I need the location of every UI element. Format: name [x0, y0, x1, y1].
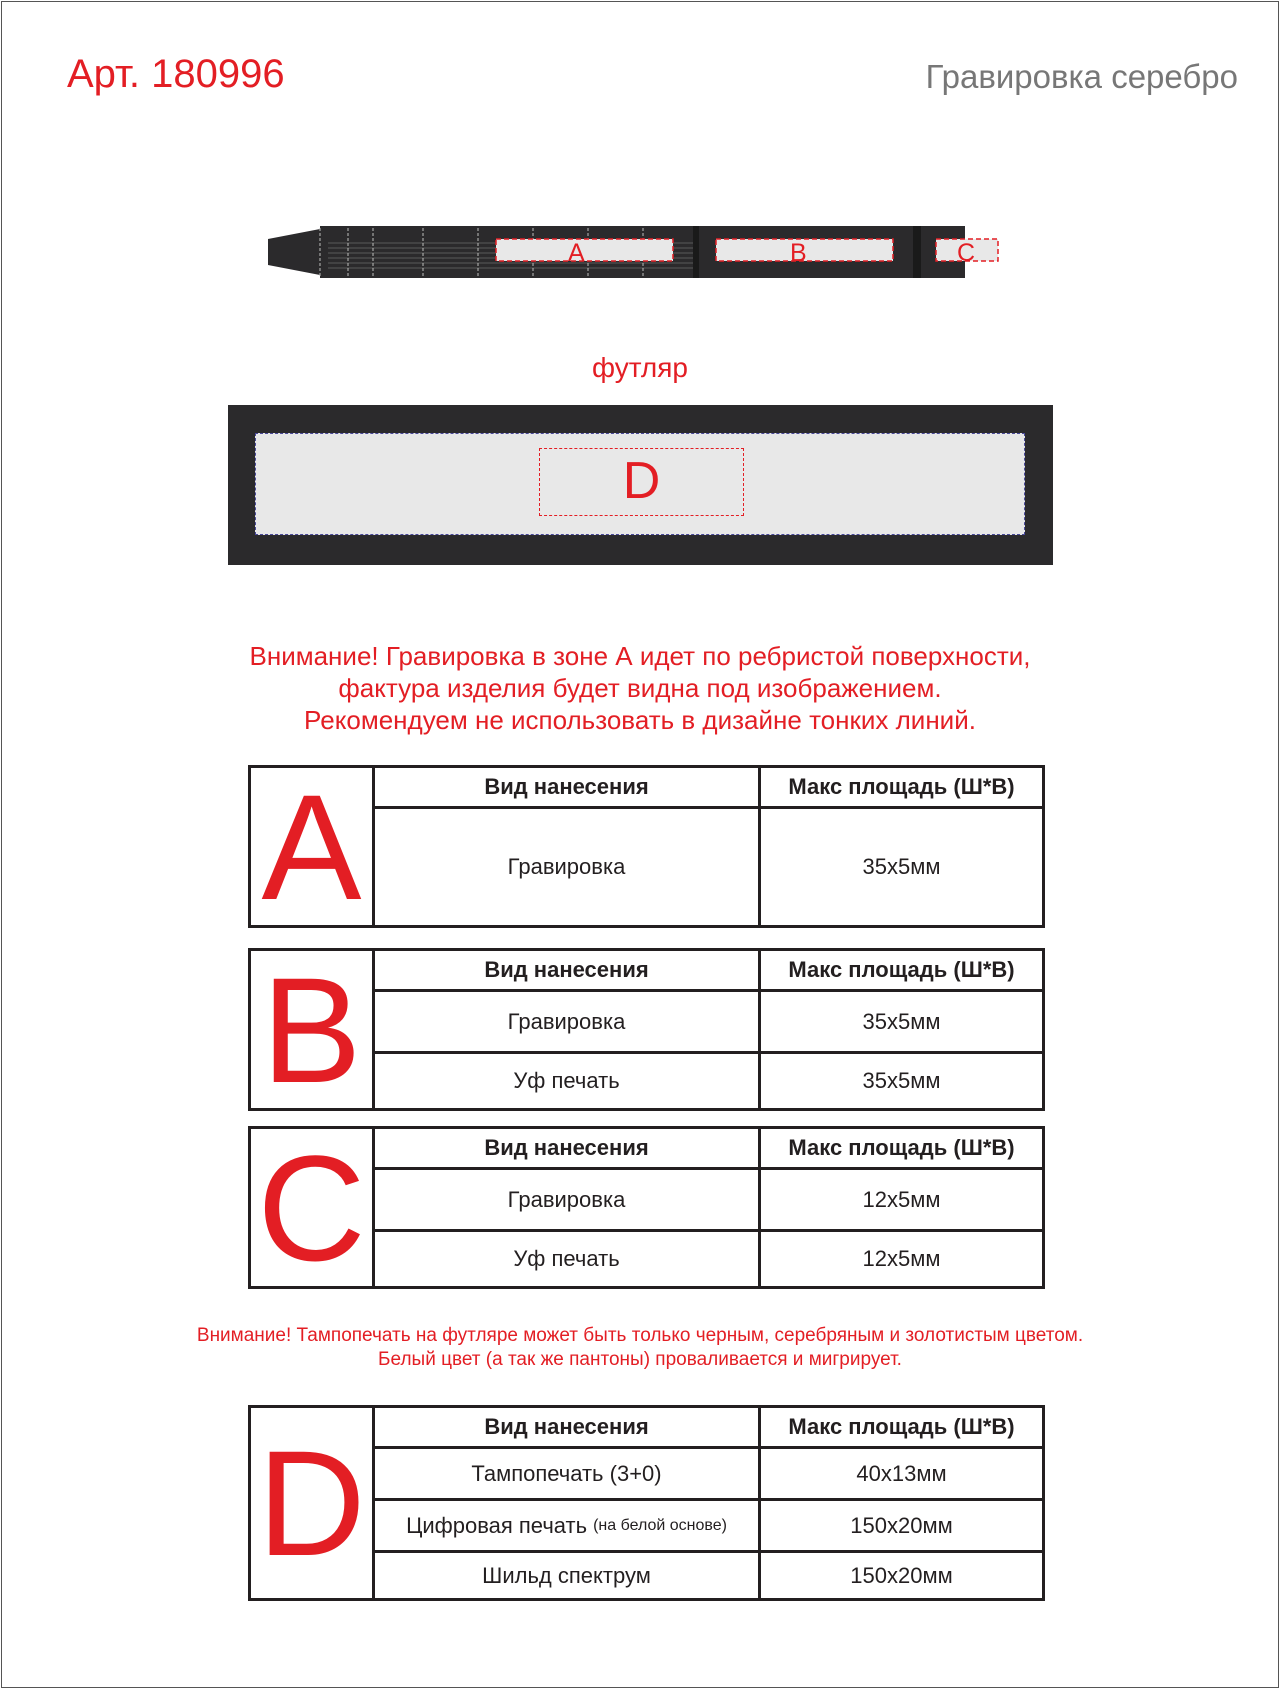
zone-grid: [375, 768, 1042, 925]
method-cell: Уф печать: [375, 1232, 761, 1286]
header-method: Вид нанесения: [375, 1129, 761, 1167]
table-row: [375, 806, 1042, 925]
pen-zone-a-label: A: [568, 239, 585, 267]
pen-zone-b-label: B: [790, 239, 807, 267]
zone-table-d: [248, 1405, 1045, 1601]
header-area: Макс площадь (Ш*В): [788, 957, 1015, 982]
area-cell: 40х13мм: [856, 1460, 947, 1486]
area-cell: 150х20мм: [850, 1562, 953, 1588]
header-method: Вид нанесения: [375, 768, 761, 806]
method-cell: Шильд спектрум: [375, 1553, 761, 1598]
header-area: Макс площадь (Ш*В): [788, 1414, 1015, 1439]
header-method: Вид нанесения: [375, 951, 761, 989]
case-zone-d-label: D: [622, 452, 661, 510]
document-title: Гравировка серебро: [925, 58, 1238, 95]
table-header-row: [375, 1408, 1042, 1446]
zone-letter: A: [251, 768, 375, 925]
warning-main-line: фактура изделия будет видна под изображением.: [338, 673, 942, 703]
area-cell: 12х5мм: [862, 1186, 941, 1212]
area-cell: 12х5мм: [862, 1246, 941, 1271]
method-cell: Гравировка: [375, 992, 761, 1051]
case-inner-panel: [255, 433, 1025, 535]
table-header-row: [375, 951, 1042, 989]
warning-small-line: Белый цвет (а так же пантоны) проваливается и мигрирует.: [378, 1349, 902, 1370]
pen-drawing: [268, 226, 1018, 278]
table-row: [375, 1550, 1042, 1598]
header-area: Макс площадь (Ш*В): [788, 774, 1015, 799]
case-zone-d: [539, 448, 744, 516]
zone-letter: B: [251, 951, 375, 1108]
method-cell: Гравировка: [375, 809, 761, 925]
zone-letter: C: [251, 1129, 375, 1286]
warning-main: [0, 640, 1280, 736]
warning-small: [0, 1324, 1280, 1372]
warning-main-line: Рекомендуем не использовать в дизайне тонких линий.: [304, 705, 976, 735]
table-row: [375, 1498, 1042, 1550]
zone-grid: [375, 951, 1042, 1108]
table-header-row: [375, 768, 1042, 806]
zone-grid: [375, 1408, 1042, 1598]
zone-letter: D: [251, 1408, 375, 1598]
table-row: [375, 1229, 1042, 1286]
area-cell: 35х5мм: [862, 854, 941, 879]
method-cell: Тампопечать (3+0): [375, 1449, 761, 1498]
warning-small-line: Внимание! Тампопечать на футляре может быть только черным, серебряным и золотистым цветом.: [196, 1325, 1084, 1346]
method-note: (на белой основе): [593, 1516, 727, 1534]
article-number: Арт. 180996: [67, 52, 285, 96]
area-cell: 150х20мм: [850, 1512, 953, 1538]
table-row: [375, 1446, 1042, 1498]
area-cell: 35х5мм: [862, 1008, 941, 1034]
zone-grid: [375, 1129, 1042, 1286]
zone-table-a: [248, 762, 1045, 931]
table-row: [375, 989, 1042, 1051]
area-cell: 35х5мм: [862, 1068, 941, 1093]
zone-table-b: [248, 945, 1045, 1114]
method-cell: [375, 1501, 761, 1550]
header-method: Вид нанесения: [375, 1408, 761, 1446]
method-cell: Гравировка: [375, 1170, 761, 1229]
table-row: [375, 1167, 1042, 1229]
pen-zone-c-label: C: [957, 239, 976, 267]
pen-illustration: [268, 226, 1018, 278]
method-text: Цифровая печать: [406, 1512, 588, 1538]
case-illustration: [228, 405, 1053, 565]
table-header-row: [375, 1129, 1042, 1167]
case-label: футляр: [591, 352, 688, 383]
table-row: [375, 1051, 1042, 1108]
header-area: Макс площадь (Ш*В): [788, 1135, 1015, 1160]
warning-main-line: Внимание! Гравировка в зоне А идет по ребристой поверхности,: [249, 641, 1031, 671]
method-cell: Уф печать: [375, 1054, 761, 1108]
zone-table-c: [248, 1123, 1045, 1292]
